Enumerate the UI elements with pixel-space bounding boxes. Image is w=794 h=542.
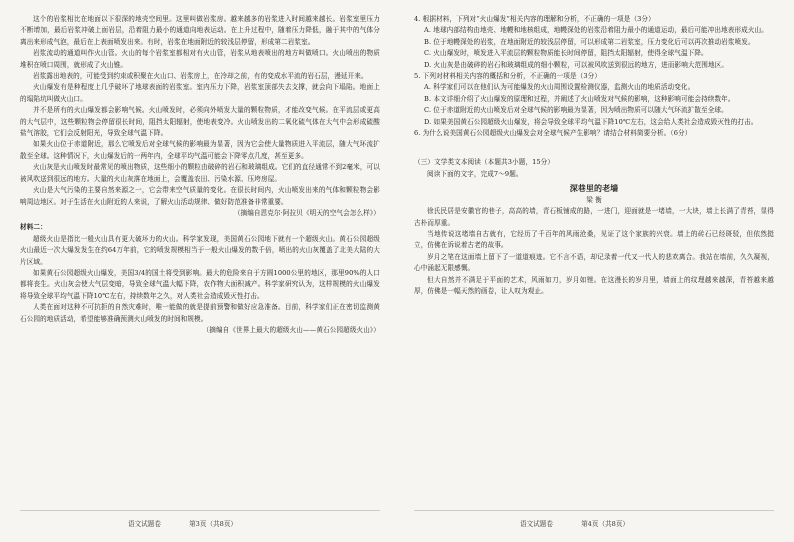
source-citation: （摘编自恩克尔·阿拉贝《明天的空气会怎么样》） bbox=[233, 208, 380, 217]
option: C. 火山爆发时，喷发进入平流层的颗粒物质能长时间停留，阻挡太阳辐射，使得全球气温下降。 bbox=[424, 49, 708, 58]
section-heading: （三）文学类文本阅读（本题共3小题，15分） bbox=[414, 158, 555, 167]
paragraph: 超级火山是指比一般火山具有更大破坏力的火山。科学家发现，美国黄石公园地下就有一个超级火山。黄石公园超级火山最近一次大爆发发生在约64万年前，它的喷发规模相当于一般火山爆发的数千倍，喷出的火山灰覆盖了北美大陆的大片区域。 bbox=[20, 234, 380, 266]
footer-divider bbox=[414, 510, 774, 511]
footer-page-number: 第4页（共8页） bbox=[581, 520, 630, 528]
story-author: 梁 衡 bbox=[586, 195, 602, 204]
footer-subject: 语文试题卷 bbox=[520, 520, 553, 528]
option: D. 火山灰是由破碎的岩石和玻璃组成的细小颗粒，可以被风吹送到很远的地方，进而影响大范围地区。 bbox=[424, 60, 729, 69]
paragraph: 并不是所有的火山爆发都会影响气候。火山喷发时，必须向外喷发大量的颗粒物质，才能改变气候。在平流层或更高的大气层中，这些颗粒物会停留很长时间，阻挡太阳辐射，使地表变冷。火山喷发出的二氧化硫气体在大气中会形成硫酸盐气溶胶，它们会反射阳光，导致全球气温下降。 bbox=[20, 106, 380, 138]
option: C. 位于赤道附近的火山喷发后对全球气候的影响最为显著，因为喷出物质可以随大气环流扩散至全球。 bbox=[424, 106, 728, 115]
paragraph: 这个的岩浆相比在地面以下很深的地壳空间里。这里叫做岩浆房。越来越多的岩浆进入时间越来越长。岩浆室里压力不断增加，最后岩浆冲破上面岩层，沿着阻力最小的通道向地表运动。在上升过程中，随着压力降低，融于其中的气体分离出来形成气泡，最后在上表面喷发出来。有时，岩浆在地面附近的较浅层停留，形成第二岩浆室。 bbox=[20, 15, 380, 46]
paragraph: 当地传说这堵墙自古就有，它经历了千百年的风雨沧桑，见证了这个家族的兴衰。墙上的砖石已经斑驳，但依然挺立，仿佛在诉说着古老的故事。 bbox=[414, 229, 774, 250]
footer-divider bbox=[20, 510, 380, 511]
option: D. 如果美国黄石公园超级火山爆发，将会导致全球平均气温下降10℃左右，这会给人类社会造成毁灭性的打击。 bbox=[424, 117, 758, 126]
option: B. 位于地幔深处的岩浆，在地面附近的较浅层停留，可以形成第二岩浆室，压力变化后可以再次推动岩浆喷发。 bbox=[424, 37, 755, 46]
paragraph: 岁月之笔在这面墙上留下了一道道痕迹。它不言不语，却记录着一代又一代人的悲欢离合。我站在墙前，久久凝视，心中涌起无限感慨。 bbox=[414, 252, 774, 273]
left-column bbox=[20, 14, 380, 336]
paragraph: 如果火山位于赤道附近，那么它喷发后对全球气候的影响最为显著，因为它会使大量物质进入平流层，随大气环流扩散至全球。这种情况下，火山爆发后的一两年内，全球平均气温可能会下降零点几度，甚至更多。 bbox=[20, 140, 380, 160]
footer-subject: 语文试题卷 bbox=[128, 520, 161, 528]
question-4: 4. 根据材料，下列对“火山爆发”相关内容的理解和分析，不正确的一项是（3分） bbox=[414, 15, 655, 23]
paragraph: 如果黄石公园超级火山爆发，美国3/4的国土将受到影响。最大的危险来自于方圆1000公里的地区，那里90%的人口都将丧生。火山灰会使大气层变暗，导致全球气温大幅下降，农作物大面积减产。科学家研究认为，这样规模的火山爆发将导致全球平均气温下降10℃左右，持续数年之久，对人类社会造成毁灭性打击。 bbox=[20, 268, 380, 300]
paragraph: 岩浆流动的通道叫作火山管。火山的每个岩浆室都相对有火山管，岩浆从地表喷出的地方叫做喷口。火山喷出的物质堆积在喷口周围，就形成了火山锥。 bbox=[20, 49, 380, 69]
option: A. 科学家们可以在他们认为可能爆发的火山周围设置检测仪器，监测火山的地质活动变化。 bbox=[424, 83, 695, 92]
question-5: 5. 下列对材料相关内容的概括和分析，不正确的一项是（3分） bbox=[414, 72, 602, 81]
paragraph: 徐氏民居是安徽官的巷子，高高的墙，青石板铺成的路，一进门，迎面就是一堵墙，一大块，墙上长满了青苔，显得古朴而厚重。 bbox=[414, 207, 774, 227]
paragraph: 火山是大气污染的主要自然来源之一，它会带来空气质量的变化。在很长时间内，火山喷发出来的气体和颗粒物会影响周边地区。对于生活在火山附近的人来说，了解火山活动规律、做好防范准备非常重要。 bbox=[20, 186, 380, 206]
page-footer-left bbox=[128, 518, 263, 528]
source-citation: （摘编自《世界上最大的超级火山——黄石公园超级火山》） bbox=[202, 325, 380, 334]
option: A. 地球内部结构由地壳、地幔和地核组成，地幔深处的岩浆沿着阻力最小的通道运动，最后可能冲出地表形成火山。 bbox=[424, 26, 768, 35]
paragraph: 火山灰是火山喷发时最常见的喷出物质，这些细小的颗粒由破碎的岩石和玻璃组成。它们的直径通常不到2毫米，可以被风吹送到很远的地方。大量的火山灰落在地面上，会覆盖农田、污染水源、压垮房屋。 bbox=[20, 163, 380, 183]
page-footer-right bbox=[520, 518, 655, 528]
right-column bbox=[414, 14, 774, 297]
paragraph: 人类在面对这种不可抗拒的自然灾难时，唯一能做的就是提前预警和做好应急准备。目前，科学家们正在密切监测黄石公园的地质活动，希望能够准确预测火山喷发的时间和规模。 bbox=[20, 303, 380, 323]
paragraph: 岩浆露出地表的，可能受到约束或积聚在火山口、岩浆房上，在冷却之前，有的变成水平流的岩石层，漫延开来。 bbox=[33, 72, 368, 81]
story-title: 深巷里的老墙 bbox=[569, 183, 619, 194]
footer-page-number: 第3页（共8页） bbox=[189, 520, 238, 528]
question-6: 6. 为什么说美国黄石公园超级火山爆发会对全球气候产生影响？请结合材料简要分析。（6分） bbox=[414, 129, 692, 138]
option: B. 本文详细介绍了火山爆发的原理和过程，并阐述了火山喷发对气候的影响，这种影响可能会持续数年。 bbox=[424, 94, 735, 103]
paragraph: 火山爆发有是种程度上几乎破坏了地球表面的岩浆室。室内压力下降，岩浆室顶部失去支撑，就会向下塌陷。地面上的塌陷坑叫做火山口。 bbox=[20, 83, 380, 103]
section-instruction: 阅读下面的文字，完成7～9题。 bbox=[427, 169, 523, 178]
paragraph: 但大自然并不满足于平面的艺术，风雨如刀，岁月如锉。在这漫长的岁月里，墙面上的纹理越来越深，青苔越来越厚，仿佛是一幅天然的画卷，让人叹为观止。 bbox=[414, 275, 774, 295]
material-heading: 材料二： bbox=[20, 223, 47, 232]
